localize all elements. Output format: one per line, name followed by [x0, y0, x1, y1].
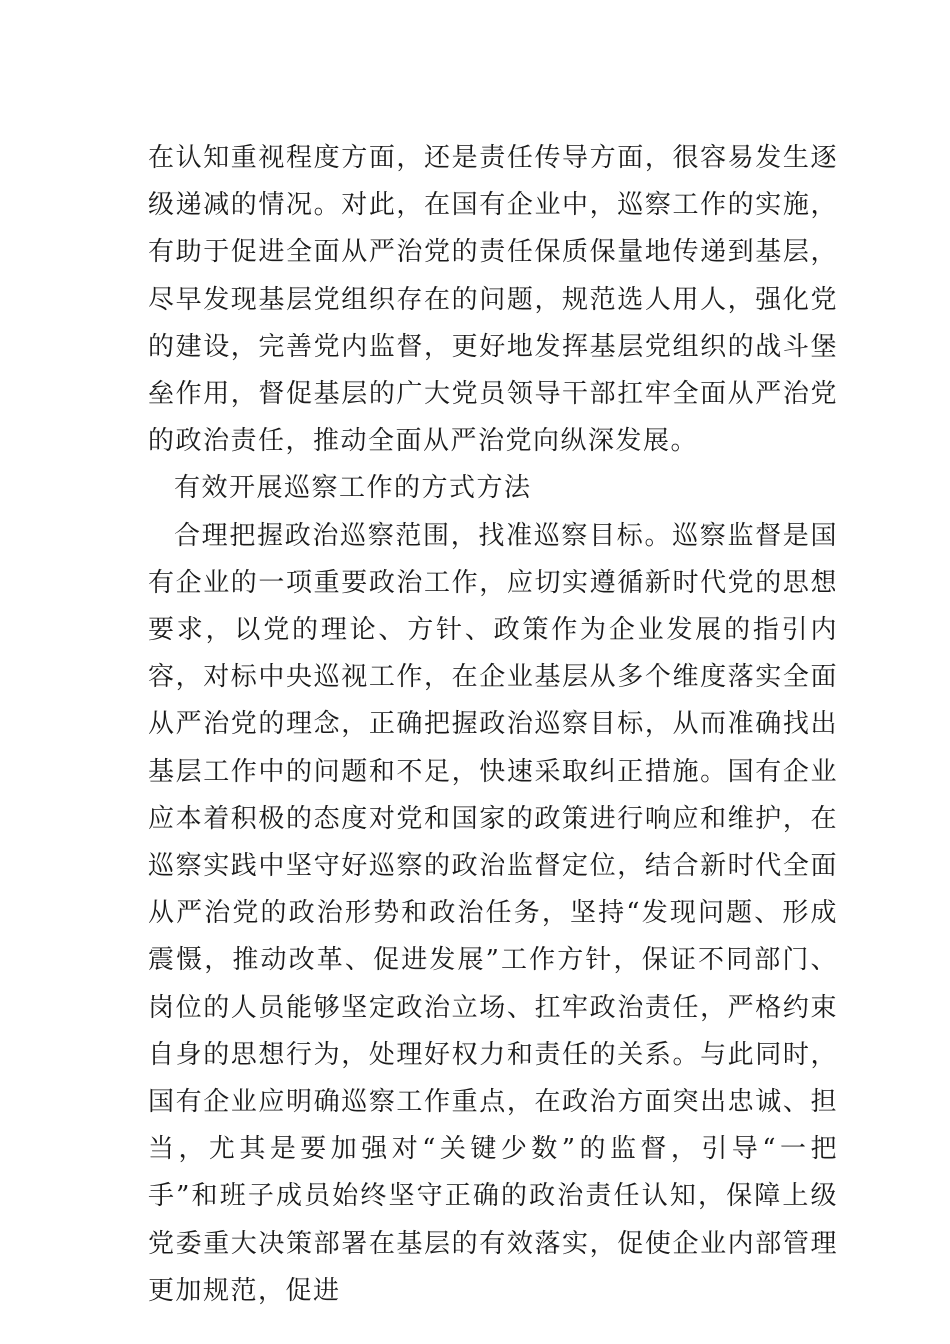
- section-heading: 有效开展巡察工作的方式方法: [174, 473, 532, 504]
- paragraph-continued: 在认知重视程度方面，还是责任传导方面，很容易发生逐级递减的情况。对此，在国有企业中，巡察工作的实施，有助于促进全面从严治党的责任保质保量地传递到基层，尽早发现基层党组织存在的问题，规范选人用人，强化党的建设，完善党内监督，更好地发挥基层党组织的战斗堡垒作用，督促基层的广大党员领导干部扛牢全面从严治党的政治责任，推动全面从严治党向纵深发展。: [148, 143, 838, 457]
- paragraph-methods: 合理把握政治巡察范围，找准巡察目标。巡察监督是国有企业的一项重要政治工作，应切实遵循新时代党的思想要求，以党的理论、方针、政策作为企业发展的指引内容，对标中央巡视工作，在企业基层从多个维度落实全面从严治党的理念，正确把握政治巡察目标，从而准确找出基层工作中的问题和不足，快速采取纠正措施。国有企业应本着积极的态度对党和国家的政策进行响应和维护，在巡察实践中坚守好巡察的政治监督定位，结合新时代全面从严治党的政治形势和政治任务，坚持“发现问题、形成震慑，推动改革、促进发展”工作方针，保证不同部门、岗位的人员能够坚定政治立场、扛牢政治责任，严格约束自身的思想行为，处理好权力和责任的关系。与此同时，国有企业应明确巡察工作重点，在政治方面突出忠诚、担当，尤其是要加强对“关键少数”的监督，引导“一把手”和班子成员始终坚守正确的政治责任认知，保障上级党委重大决策部署在基层的有效落实，促使企业内部管理更加规范，促进: [148, 520, 838, 1306]
- document-body: [148, 135, 838, 1315]
